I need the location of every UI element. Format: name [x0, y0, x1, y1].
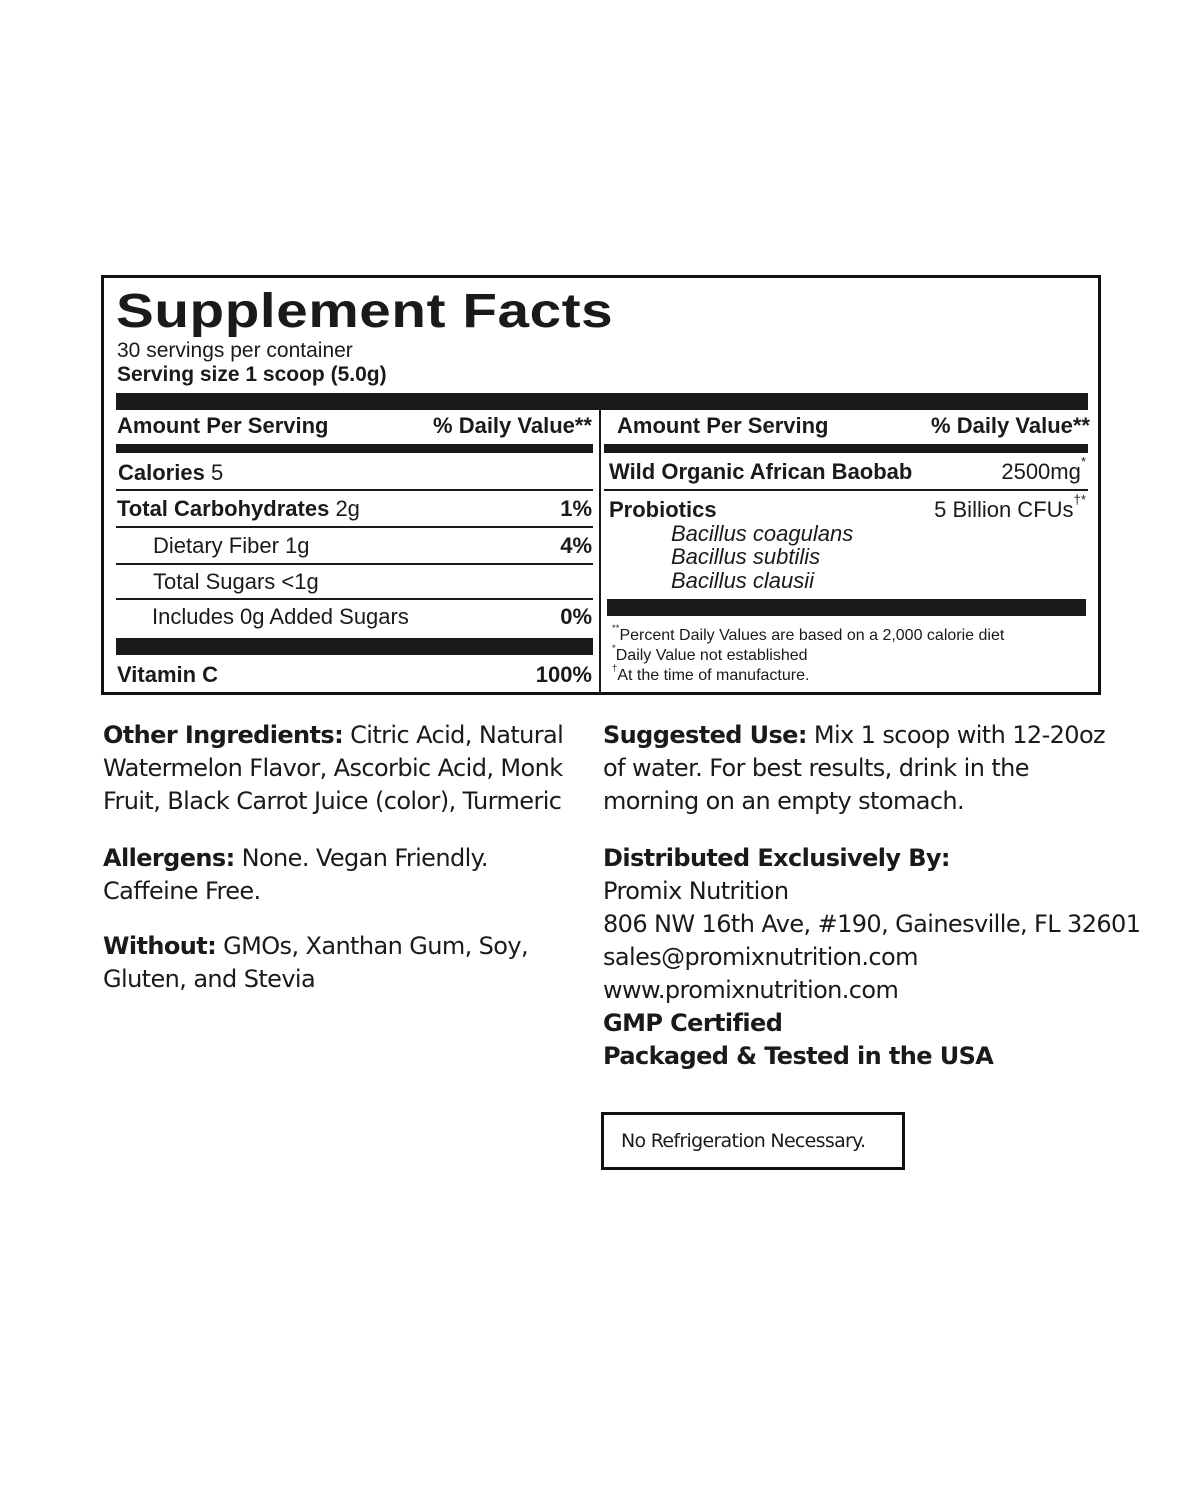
footnote-manufacture: †At the time of manufacture.: [612, 663, 810, 684]
probiotics-footnote-mark: †*: [1073, 492, 1086, 507]
distributor-website: www.promixnutrition.com: [603, 976, 899, 1004]
row-divider: [604, 489, 1088, 491]
dietary-fiber-dv: 4%: [560, 533, 592, 558]
row-divider: [116, 598, 593, 600]
left-header-bar: [116, 444, 593, 453]
baobab-amount-cell: [944, 454, 1086, 485]
row-divider: [116, 489, 593, 491]
panel-title: Supplement Facts: [116, 285, 614, 338]
left-header-dv: % Daily Value**: [433, 413, 592, 438]
allergens-label: Allergens:: [103, 844, 235, 872]
serving-size: Serving size 1 scoop (5.0g): [117, 363, 387, 386]
other-ingredients: Other Ingredients: Citric Acid, Natural Watermelon Flavor, Ascorbic Acid, Monk Fruit, Black Carrot Juice (color), Turmeric: [103, 721, 564, 815]
baobab-label: Wild Organic African Baobab: [609, 459, 913, 484]
allergens: Allergens: None. Vegan Friendly. Caffeine Free.: [103, 844, 488, 905]
vitamin-c-label: Vitamin C: [117, 662, 219, 687]
right-header-dv: % Daily Value**: [931, 413, 1090, 438]
footnote-mark: *: [612, 643, 616, 654]
storage-note: No Refrigeration Necessary.: [621, 1130, 866, 1152]
packaged-tested: Packaged & Tested in the USA: [603, 1042, 994, 1070]
row-divider: [116, 563, 593, 565]
left-header-amount: Amount Per Serving: [117, 413, 329, 438]
footnote-not-established: *Daily Value not established: [612, 643, 808, 664]
footnote-mark: **: [612, 623, 620, 634]
servings-per-container: 30 servings per container: [117, 339, 353, 362]
baobab-amount: 2500mg: [1001, 459, 1081, 484]
total-carbohydrates-dv: 1%: [560, 496, 592, 521]
baobab-footnote-mark: *: [1080, 454, 1086, 469]
distributor-label: Distributed Exclusively By:: [603, 844, 950, 872]
total-carbohydrates-amount: 2g: [335, 496, 360, 521]
suggested-use: Suggested Use: Mix 1 scoop with 12-20oz of water. For best results, drink in the morning on an empty stomach.: [603, 721, 1106, 815]
distributor-name: Promix Nutrition: [603, 877, 789, 905]
thick-divider: [116, 638, 593, 655]
right-header-bar: [604, 444, 1088, 453]
gmp-certified: GMP Certified: [603, 1009, 783, 1037]
dietary-fiber-label: Dietary Fiber 1g: [153, 533, 310, 558]
strain-item: Bacillus coagulans: [671, 521, 854, 546]
storage-note-box: [601, 1112, 905, 1170]
thick-divider: [116, 393, 1088, 410]
footnote-daily-value: **Percent Daily Values are based on a 2,000 calorie diet: [612, 623, 1005, 644]
total-carbohydrates-label: Total Carbohydrates: [117, 496, 330, 521]
distributor-block: [603, 842, 1140, 1073]
probiotics-amount-cell: [884, 492, 1086, 523]
total-carbohydrates-row: [117, 496, 360, 522]
strain-item: Bacillus subtilis: [671, 544, 821, 569]
thick-divider: [607, 599, 1086, 616]
row-divider: [116, 526, 593, 528]
right-header-amount: Amount Per Serving: [617, 413, 829, 438]
calories-row: [118, 460, 223, 486]
supplement-facts-panel: [101, 275, 1101, 695]
total-sugars-label: Total Sugars <1g: [153, 569, 319, 594]
added-sugars-dv: 0%: [560, 604, 592, 629]
probiotics-label: Probiotics: [609, 497, 717, 522]
footnote-mark: †: [612, 663, 618, 674]
suggested-use-label: Suggested Use:: [603, 721, 807, 749]
column-divider: [599, 393, 601, 692]
vitamin-c-dv: 100%: [535, 662, 592, 687]
calories-value: 5: [210, 460, 224, 485]
other-ingredients-label: Other Ingredients:: [103, 721, 344, 749]
distributor-email: sales@promixnutrition.com: [603, 943, 918, 971]
added-sugars-label: Includes 0g Added Sugars: [152, 604, 409, 629]
probiotics-amount: 5 Billion CFUs: [934, 497, 1074, 522]
strain-item: Bacillus clausii: [671, 568, 815, 593]
without: Without: GMOs, Xanthan Gum, Soy, Gluten, and Stevia: [103, 932, 529, 993]
calories-label: Calories: [118, 460, 205, 485]
distributor-address: 806 NW 16th Ave, #190, Gainesville, FL 32601: [603, 910, 1141, 938]
without-label: Without:: [103, 932, 217, 960]
